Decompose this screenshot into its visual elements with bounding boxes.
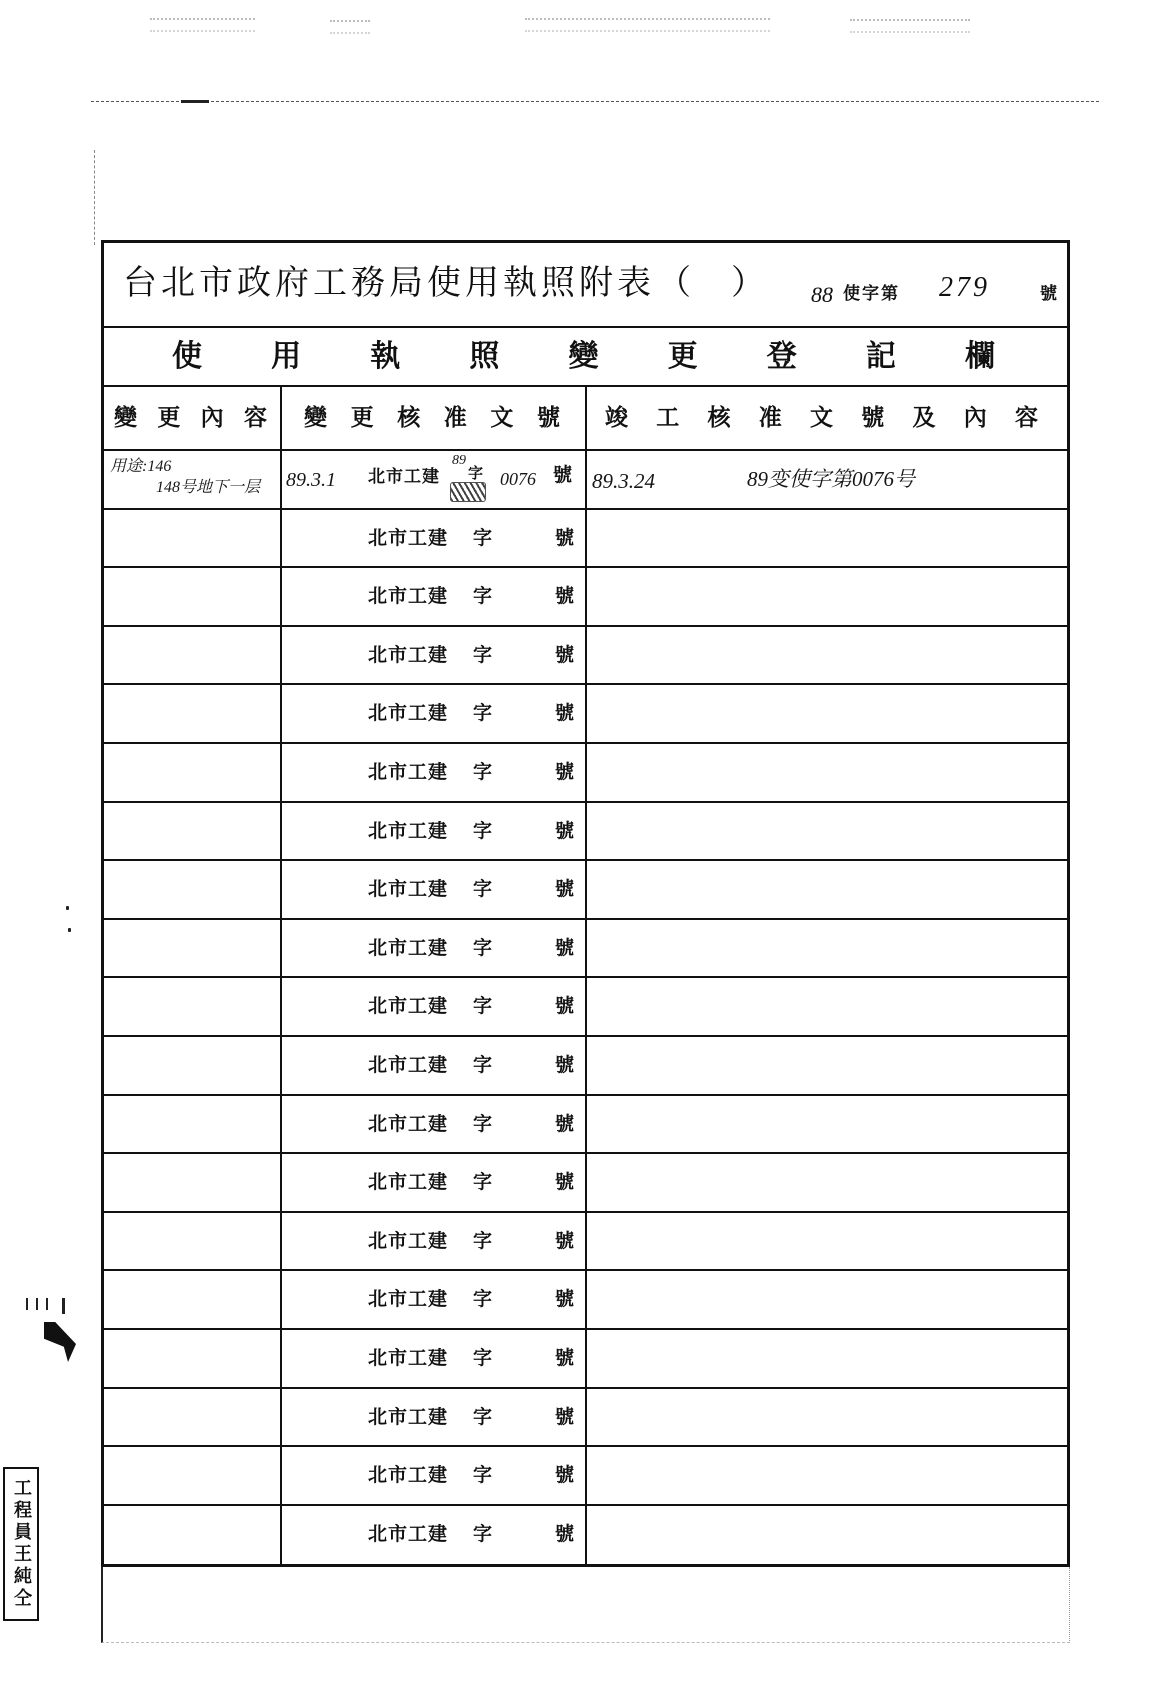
change-approval-cell <box>282 920 587 977</box>
change-content-cell <box>104 627 282 684</box>
license-year: 88 <box>811 282 833 307</box>
header-char: 變 <box>304 404 327 431</box>
approval-prefix: 北市工建 <box>368 526 449 549</box>
change-approval-cell <box>282 1389 587 1446</box>
change-content-cell <box>104 1271 282 1328</box>
scan-mark <box>26 1298 28 1310</box>
table-row <box>104 861 1067 920</box>
change-content-cell <box>104 1154 282 1211</box>
approval-zi-label: 字 <box>473 526 493 549</box>
approval-date: 89.3.1 <box>286 469 336 491</box>
approval-hao-label: 號 <box>555 1112 575 1135</box>
change-content-cell <box>104 744 282 801</box>
approval-year: 89 <box>452 453 466 468</box>
header-char: 及 <box>912 404 936 431</box>
approval-zi-label: 字 <box>473 585 493 608</box>
header-char: 內 <box>200 404 224 431</box>
change-content-cell <box>104 1096 282 1153</box>
column-header-change-approval-no <box>282 387 587 449</box>
change-content-cell <box>104 978 282 1035</box>
approval-zi-label: 字 <box>473 1464 493 1487</box>
title-paren-close: ） <box>731 263 765 303</box>
change-content-cell <box>104 861 282 918</box>
header-char: 更 <box>157 404 181 431</box>
approval-hao-label: 號 <box>555 936 575 959</box>
form-title: 台北市政府工務局使用執照附表 <box>123 263 655 303</box>
approval-prefix: 北市工建 <box>368 643 449 666</box>
approval-zi-label: 字 <box>473 1171 493 1194</box>
table-row <box>104 1271 1067 1330</box>
completion-approval-cell <box>587 1213 1067 1270</box>
approval-hao-label: 號 <box>555 585 575 608</box>
approval-zi-label: 字 <box>473 1288 493 1311</box>
completion-approval-cell <box>587 744 1067 801</box>
change-content-cell <box>104 803 282 860</box>
table-row <box>104 744 1067 803</box>
table-row <box>104 1447 1067 1506</box>
completion-number: 89变使字第0076号 <box>747 467 915 491</box>
change-approval-cell <box>282 978 587 1035</box>
approval-zi-label: 字 <box>473 760 493 783</box>
change-content-text: 用途:146 <box>110 458 172 475</box>
table-body <box>104 451 1067 1564</box>
approval-number: 0076 <box>500 469 536 489</box>
license-label: 使字第 <box>843 284 900 304</box>
table-row <box>104 1037 1067 1096</box>
header-char: 號 <box>861 404 885 431</box>
section-heading-char: 登 <box>766 338 797 374</box>
table-row <box>104 510 1067 569</box>
change-content-cell <box>104 1447 282 1504</box>
approval-prefix: 北市工建 <box>368 1405 449 1428</box>
scan-mark <box>62 1298 65 1314</box>
section-heading-char: 執 <box>370 338 401 374</box>
change-approval-cell <box>282 627 587 684</box>
table-row <box>104 1506 1067 1565</box>
completion-approval-cell <box>587 978 1067 1035</box>
scan-noise <box>850 19 970 33</box>
change-content-text: 148号地下一层 <box>156 479 261 496</box>
completion-approval-cell <box>587 627 1067 684</box>
approval-prefix: 北市工建 <box>368 878 449 901</box>
section-heading-char: 使 <box>172 338 202 374</box>
header-char: 號 <box>536 404 560 431</box>
table-row <box>104 1330 1067 1389</box>
change-content-cell <box>104 451 282 508</box>
inspector-stamp: 工程員王純仝 <box>3 1467 39 1621</box>
completion-approval-cell <box>587 803 1067 860</box>
approval-prefix: 北市工建 <box>368 1346 449 1369</box>
table-row <box>104 1213 1067 1272</box>
completion-approval-cell <box>587 920 1067 977</box>
header-char: 內 <box>963 404 987 431</box>
approval-hao-label: 號 <box>555 702 575 725</box>
approval-zi-label: 字 <box>468 464 484 482</box>
table-row <box>104 803 1067 862</box>
approval-hao-label: 號 <box>555 760 575 783</box>
header-char: 文 <box>810 404 833 431</box>
completion-approval-cell <box>587 685 1067 742</box>
scan-mark <box>36 1298 38 1310</box>
license-number: 279 <box>939 272 990 303</box>
approval-prefix: 北市工建 <box>368 760 449 783</box>
approval-zi-label: 字 <box>473 1229 493 1252</box>
change-approval-cell <box>282 861 587 918</box>
change-content-cell <box>104 568 282 625</box>
approval-hao-label: 號 <box>555 1464 575 1487</box>
approval-zi-label: 字 <box>473 1112 493 1135</box>
change-approval-cell <box>282 803 587 860</box>
approval-prefix: 北市工建 <box>368 585 449 608</box>
scan-mark <box>44 1322 76 1362</box>
change-approval-cell <box>282 685 587 742</box>
change-approval-cell <box>282 1330 587 1387</box>
header-char: 竣 <box>605 404 628 431</box>
approval-prefix: 北市工建 <box>368 1171 449 1194</box>
change-content-cell <box>104 920 282 977</box>
approval-prefix: 北市工建 <box>368 1288 449 1311</box>
approval-zi-label: 字 <box>473 819 493 842</box>
header-char: 文 <box>490 404 514 431</box>
approval-hao-label: 號 <box>555 819 575 842</box>
approval-prefix: 北市工建 <box>368 1464 449 1487</box>
approval-zi-label: 字 <box>473 702 493 725</box>
form-bottom-margin <box>101 1567 1070 1643</box>
change-approval-cell <box>282 1506 587 1565</box>
table-row <box>104 920 1067 979</box>
title-paren-open: （ <box>657 263 691 303</box>
approval-hao-label: 號 <box>555 1171 575 1194</box>
completion-date: 89.3.24 <box>592 469 655 493</box>
approval-zi-label: 字 <box>473 1522 493 1545</box>
section-heading-char: 記 <box>865 338 896 374</box>
completion-approval-cell <box>587 510 1067 567</box>
approval-zi-label: 字 <box>473 643 493 666</box>
table-row <box>104 1389 1067 1448</box>
table-row <box>104 451 1067 510</box>
header-char: 核 <box>707 404 731 431</box>
approval-prefix: 北市工建 <box>368 995 449 1018</box>
approval-hao-label: 號 <box>555 1346 575 1369</box>
section-heading-char: 變 <box>568 338 599 374</box>
completion-approval-cell <box>587 1330 1067 1387</box>
change-approval-cell <box>282 451 587 508</box>
header-char: 准 <box>443 404 467 431</box>
approval-prefix: 北市工建 <box>368 936 449 959</box>
license-suffix: 號 <box>1040 284 1057 304</box>
approval-zi-label: 字 <box>473 878 493 901</box>
approval-zi-label: 字 <box>473 995 493 1018</box>
approval-prefix: 北市工建 <box>368 1053 449 1076</box>
table-row <box>104 568 1067 627</box>
scan-noise <box>525 18 770 32</box>
approval-hao-label: 號 <box>555 995 575 1018</box>
table-row <box>104 1096 1067 1155</box>
scan-mark <box>46 1298 48 1310</box>
change-approval-cell <box>282 510 587 567</box>
approval-hao-label: 號 <box>555 878 575 901</box>
approval-hao-label: 號 <box>555 1405 575 1428</box>
table-row <box>104 685 1067 744</box>
table-row <box>104 1154 1067 1213</box>
section-heading-char: 用 <box>271 338 302 374</box>
completion-approval-cell <box>587 451 1067 508</box>
change-content-cell <box>104 685 282 742</box>
change-approval-cell <box>282 1213 587 1270</box>
completion-approval-cell <box>587 1271 1067 1328</box>
header-char: 准 <box>758 404 782 431</box>
header-char: 核 <box>397 404 421 431</box>
approval-prefix: 北市工建 <box>368 1112 449 1135</box>
scan-noise <box>150 18 255 32</box>
approval-zi-label: 字 <box>473 1053 493 1076</box>
header-char: 容 <box>243 404 267 431</box>
completion-approval-cell <box>587 568 1067 625</box>
section-heading-char: 更 <box>667 338 698 374</box>
approval-hao-label: 號 <box>555 1522 575 1545</box>
change-approval-cell <box>282 1037 587 1094</box>
approval-hao-label: 號 <box>555 1288 575 1311</box>
approval-hao-label: 號 <box>555 526 575 549</box>
scan-line <box>91 101 1099 102</box>
table-row <box>104 978 1067 1037</box>
change-approval-cell <box>282 744 587 801</box>
scan-line <box>181 100 209 103</box>
header-char: 容 <box>1015 404 1038 431</box>
completion-approval-cell <box>587 1096 1067 1153</box>
change-content-cell <box>104 1037 282 1094</box>
column-header-change-content <box>104 387 282 449</box>
approval-prefix: 北市工建 <box>368 1229 449 1252</box>
completion-approval-cell <box>587 1506 1067 1565</box>
change-content-cell <box>104 1506 282 1565</box>
change-approval-cell <box>282 1154 587 1211</box>
approval-prefix: 北市工建 <box>368 1522 449 1545</box>
approval-zi-label: 字 <box>473 936 493 959</box>
header-char: 更 <box>350 404 374 431</box>
approval-prefix: 北市工建 <box>368 467 440 487</box>
approval-zi-label: 字 <box>473 1346 493 1369</box>
section-heading-char: 照 <box>469 338 500 374</box>
change-content-cell <box>104 510 282 567</box>
scan-dot <box>66 906 69 910</box>
header-char: 變 <box>114 404 137 431</box>
section-heading-row <box>104 328 1067 387</box>
change-approval-cell <box>282 1447 587 1504</box>
approval-hao-label: 號 <box>553 464 573 486</box>
change-approval-cell <box>282 568 587 625</box>
scan-noise <box>330 20 370 34</box>
completion-approval-cell <box>587 1037 1067 1094</box>
section-heading-char: 欄 <box>965 338 995 374</box>
header-char: 工 <box>656 404 680 431</box>
table-row <box>104 627 1067 686</box>
approval-hao-label: 號 <box>555 1053 575 1076</box>
column-header-row <box>104 387 1067 451</box>
usage-license-attachment-table <box>101 240 1070 1567</box>
change-content-cell <box>104 1389 282 1446</box>
approval-hao-label: 號 <box>555 643 575 666</box>
approval-prefix: 北市工建 <box>368 819 449 842</box>
scan-dot <box>68 928 71 932</box>
title-row <box>104 243 1067 328</box>
completion-approval-cell <box>587 1154 1067 1211</box>
completion-approval-cell <box>587 861 1067 918</box>
change-content-cell <box>104 1330 282 1387</box>
approval-prefix: 北市工建 <box>368 702 449 725</box>
scan-line <box>94 150 95 245</box>
column-header-completion-approval <box>587 387 1067 449</box>
change-approval-cell <box>282 1096 587 1153</box>
completion-approval-cell <box>587 1389 1067 1446</box>
approval-hao-label: 號 <box>555 1229 575 1252</box>
approval-zi-label: 字 <box>473 1405 493 1428</box>
change-approval-cell <box>282 1271 587 1328</box>
completion-approval-cell <box>587 1447 1067 1504</box>
change-content-cell <box>104 1213 282 1270</box>
